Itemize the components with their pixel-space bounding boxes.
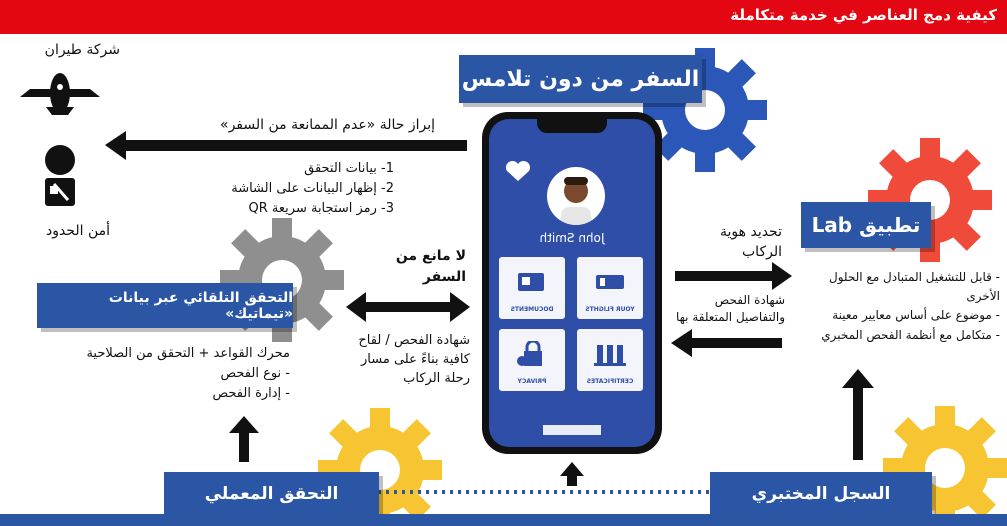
auto-verify-box: التحقق التلقائي عبر بيانات «تيماتيك» bbox=[37, 283, 293, 328]
border-officer-icon bbox=[45, 145, 75, 206]
arrow-icon bbox=[105, 131, 467, 160]
user-name: John Smith bbox=[539, 231, 605, 245]
lab-app-box: تطبيق Lab bbox=[801, 202, 931, 248]
ticket-icon bbox=[594, 269, 628, 295]
phone-screen bbox=[489, 119, 655, 447]
no-objection-label: لا مانع من السفر bbox=[395, 248, 466, 285]
arrow-icon bbox=[842, 369, 874, 460]
arrow-icon bbox=[675, 262, 792, 290]
identity-label: تحديد هوية الركاب bbox=[720, 224, 782, 261]
airplane-icon bbox=[20, 73, 100, 115]
arrow-icon bbox=[346, 292, 470, 322]
arrow-icon bbox=[560, 462, 584, 486]
lock-icon bbox=[516, 341, 548, 369]
display-step: 2- إظهار البيانات على الشاشة bbox=[231, 181, 394, 197]
lab-feature: - متكامل مع أنظمة الفحص المخبري bbox=[821, 327, 1000, 342]
tile-certificates[interactable] bbox=[577, 329, 643, 391]
tile-label: DOCUMENTS bbox=[510, 306, 554, 313]
lab-feature: - قابل للتشغيل المتبادل مع الحلول الأخرى bbox=[828, 270, 1000, 304]
lab-record-box: السجل المختبري bbox=[710, 472, 932, 516]
test-tubes-icon bbox=[594, 341, 628, 369]
footer-bar bbox=[0, 514, 1007, 526]
arrow-icon bbox=[229, 416, 259, 462]
display-step: 1- بيانات التحقق bbox=[304, 161, 394, 176]
tile-privacy[interactable] bbox=[499, 329, 565, 391]
smartphone bbox=[482, 112, 662, 454]
lab-check-box: التحقق المعملي bbox=[164, 472, 379, 516]
heart-check-icon bbox=[503, 159, 533, 185]
document-icon bbox=[516, 269, 548, 295]
lab-feature: - موضوع على أساس معايير معينة bbox=[832, 308, 1000, 323]
tile-label: CERTIFICATES bbox=[586, 378, 634, 385]
lab-features bbox=[804, 268, 1000, 345]
rules-item: - نوع الفحص bbox=[220, 366, 290, 382]
tile-flights[interactable] bbox=[577, 257, 643, 319]
airline-label: شركة طيران bbox=[44, 42, 120, 58]
certificate-note: شهادة الفحص / لقاح كافية بناءً على مسار رحلة الركاب bbox=[358, 333, 470, 386]
border-security-label: أمن الحدود bbox=[45, 223, 110, 239]
footer-badge bbox=[543, 425, 601, 435]
page-title: كيفية دمج العناصر في خدمة متكاملة bbox=[730, 6, 997, 24]
rules-item: محرك القواعد + التحقق من الصلاحية bbox=[86, 346, 290, 361]
tile-label: YOUR FLIGHTS bbox=[585, 306, 635, 313]
avatar bbox=[547, 167, 605, 225]
tile-documents[interactable] bbox=[499, 257, 565, 319]
results-note: شهادة الفحص والتفاصيل المتعلقة بها bbox=[675, 293, 785, 325]
status-arrow-label: إبراز حالة «عدم الممانعة من السفر» bbox=[220, 117, 435, 133]
display-steps bbox=[130, 159, 394, 219]
display-step: 3- رمز استجابة سريعة QR bbox=[248, 201, 394, 217]
arrow-icon bbox=[671, 329, 782, 357]
phone-notch bbox=[537, 119, 607, 133]
rules-list bbox=[40, 344, 290, 404]
contactless-box: السفر من دون تلامس bbox=[459, 55, 702, 103]
tile-label: PRIVACY bbox=[517, 378, 547, 385]
rules-item: - إدارة الفحص bbox=[212, 386, 290, 402]
